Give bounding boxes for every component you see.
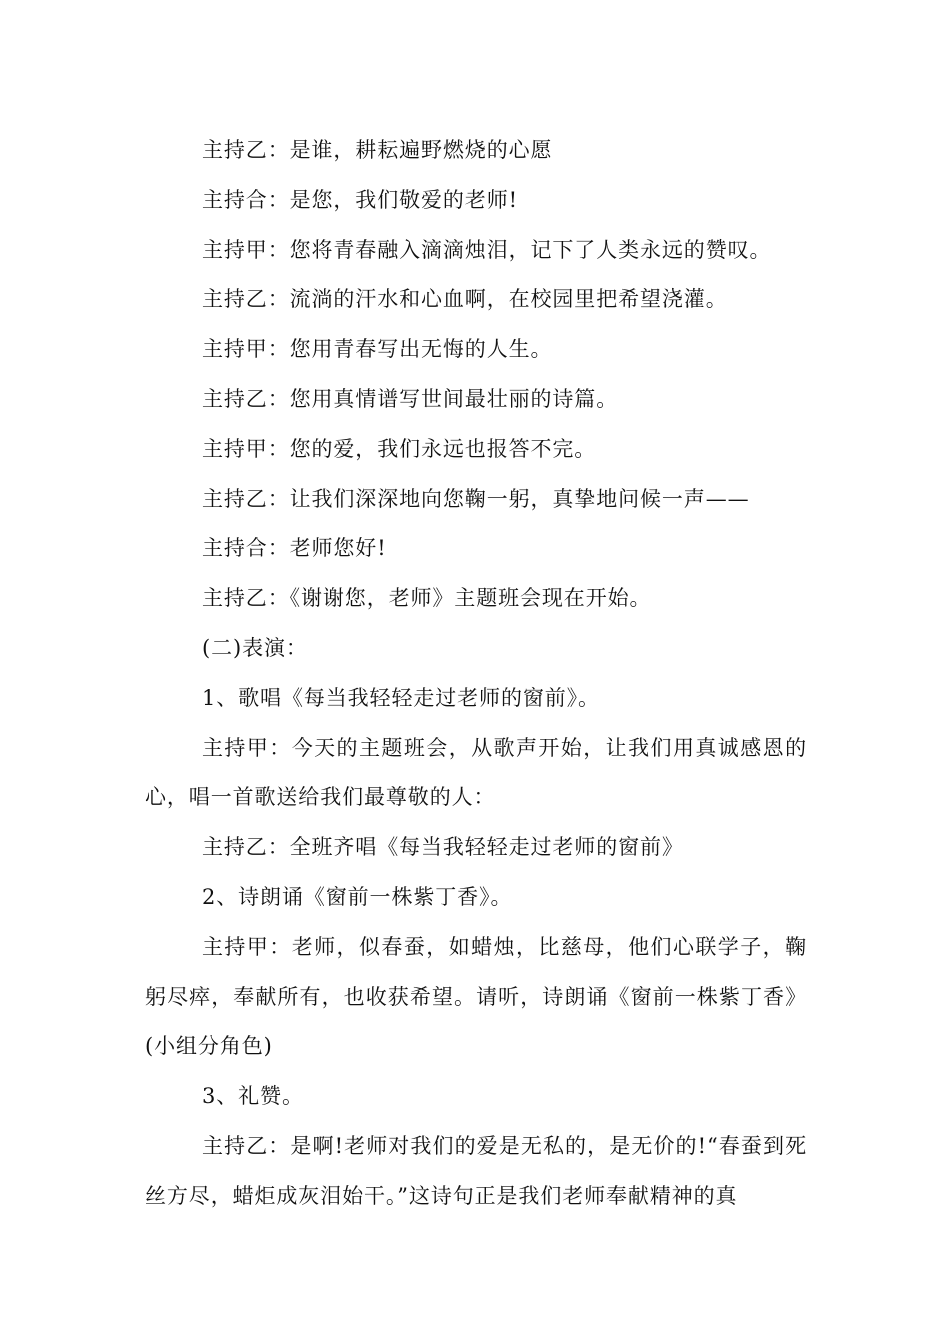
paragraph-host-together-you: 主持合：是您，我们敬爱的老师! bbox=[202, 187, 518, 212]
paragraph-host-a-youth-tears: 主持甲：您将青春融入滴滴烛泪，记下了人类永远的赞叹。 bbox=[202, 237, 772, 262]
paragraph-host-a-love: 主持甲：您的爱，我们永远也报答不完。 bbox=[202, 436, 597, 461]
paragraph-host-a-song-intro: 主持甲：今天的主题班会，从歌声开始，让我们用真诚感恩的心，唱一首歌送给我们最尊敬的人： bbox=[145, 735, 807, 810]
paragraph-host-together-greeting: 主持合：老师您好! bbox=[202, 536, 387, 561]
paragraph-host-a-poem-intro: 主持甲：老师，似春蚕，如蜡烛，比慈母，他们心联学子，鞠躬尽瘁，奉献所有，也收获希望。请听，诗朗诵《窗前一株紫丁香》(小组分角色) bbox=[145, 934, 807, 1059]
document-body bbox=[145, 126, 807, 1222]
paragraph-host-a-life: 主持甲：您用青春写出无悔的人生。 bbox=[202, 337, 553, 362]
paragraph-host-b-class-song: 主持乙：全班齐唱《每当我轻轻走过老师的窗前》 bbox=[202, 835, 684, 860]
paragraph-host-b-bow: 主持乙：让我们深深地向您鞠一躬，真挚地问候一声—— bbox=[202, 486, 750, 511]
paragraph-host-b-praise: 主持乙：是啊!老师对我们的爱是无私的，是无价的!“春蚕到死丝方尽，蜡炬成灰泪始干。”这诗句正是我们老师奉献精神的真 bbox=[145, 1133, 807, 1208]
paragraph-host-b-sweat: 主持乙：流淌的汗水和心血啊，在校园里把希望浇灌。 bbox=[202, 287, 728, 312]
item-heading-poem-recital: 2、诗朗诵《窗前一株紫丁香》。 bbox=[202, 884, 513, 909]
paragraph-host-b-poem: 主持乙：您用真情谱写世间最壮丽的诗篇。 bbox=[202, 386, 619, 411]
paragraph-host-b-start: 主持乙：《谢谢您，老师》主题班会现在开始。 bbox=[202, 586, 652, 611]
item-heading-song: 1、歌唱《每当我轻轻走过老师的窗前》。 bbox=[202, 685, 600, 710]
paragraph-host-b-who: 主持乙：是谁，耕耘遍野燃烧的心愿 bbox=[202, 138, 553, 162]
section-heading-performance: (二)表演： bbox=[202, 635, 308, 660]
item-heading-praise: 3、礼赞。 bbox=[202, 1084, 304, 1109]
